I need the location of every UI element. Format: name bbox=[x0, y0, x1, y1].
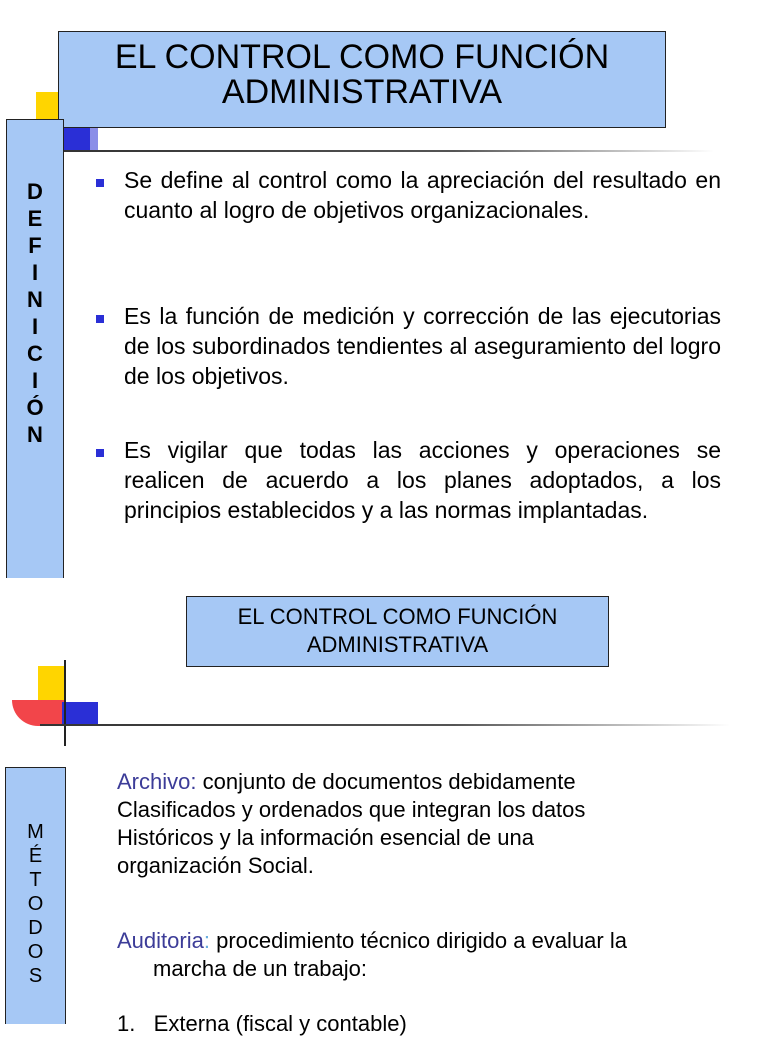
decor-yellow-square bbox=[38, 666, 66, 700]
definicion-letters bbox=[7, 120, 63, 448]
metodos-letter: D bbox=[28, 917, 43, 939]
auditoria-list-item-1: 1. Externa (fiscal y contable) bbox=[117, 1011, 407, 1036]
definicion-letter: I bbox=[31, 260, 39, 285]
metodos-sidebar bbox=[5, 767, 66, 1024]
definicion-letter: N bbox=[27, 287, 43, 312]
archivo-line-3: Históricos y la información esencial de una bbox=[117, 825, 534, 850]
definicion-letter: C bbox=[27, 341, 43, 366]
metodos-letter: M bbox=[27, 821, 44, 843]
auditoria-paragraph bbox=[117, 927, 742, 983]
slide2-divider bbox=[40, 724, 730, 726]
definicion-sidebar bbox=[6, 119, 64, 578]
metodos-letter: T bbox=[29, 869, 42, 891]
definicion-bullet-3: Es vigilar que todas las acciones y operaciones se realicen de acuerdo a los planes adoptados, a los principios establecidos y a las normas implantadas. bbox=[124, 437, 721, 523]
metodos-letter: O bbox=[27, 941, 44, 963]
archivo-line-4: organización Social. bbox=[117, 853, 314, 878]
auditoria-line-2: marcha de un trabajo: bbox=[153, 956, 368, 981]
auditoria-text-1: procedimiento técnico dirigido a evaluar la bbox=[209, 928, 627, 953]
slide1-title-line2: ADMINISTRATIVA bbox=[221, 73, 503, 111]
metodos-letter: O bbox=[27, 893, 44, 915]
auditoria-line-1 bbox=[117, 927, 742, 955]
definicion-letter: I bbox=[31, 368, 39, 393]
archivo-term: Archivo: bbox=[117, 769, 197, 794]
definicion-letter: D bbox=[27, 179, 43, 204]
archivo-paragraph bbox=[117, 768, 737, 880]
slide1-title bbox=[58, 31, 666, 128]
definicion-letter: I bbox=[31, 314, 39, 339]
definicion-letter: N bbox=[27, 422, 43, 447]
archivo-text-1: conjunto de documentos debidamente bbox=[196, 769, 576, 794]
auditoria-colon: : bbox=[203, 928, 210, 953]
slide2-title-line2: ADMINISTRATIVA bbox=[306, 632, 489, 657]
metodos-letter: S bbox=[28, 965, 43, 987]
slide2-title-line1: EL CONTROL COMO FUNCIÓN bbox=[237, 604, 558, 629]
metodos-letter: É bbox=[28, 845, 43, 867]
archivo-line-1 bbox=[117, 768, 737, 796]
slide1-divider bbox=[64, 150, 714, 152]
slide2-title bbox=[186, 596, 609, 667]
definicion-letter: Ó bbox=[26, 395, 44, 420]
definicion-bullet-2: Es la función de medición y corrección de las ejecutorias de los subordinados tendientes al aseguramiento del logro de los objetivos. bbox=[124, 303, 721, 389]
definicion-bullet-1: Se define al control como la apreciación del resultado en cuanto al logro de objetivos organizacionales. bbox=[124, 167, 721, 223]
definicion-letter: F bbox=[28, 233, 42, 258]
decor-blue-square bbox=[62, 702, 98, 724]
decor-vertical-line bbox=[64, 660, 66, 746]
slide1-title-line1: EL CONTROL COMO FUNCIÓN bbox=[114, 38, 610, 76]
archivo-line-2: Clasificados y ordenados que integran los datos bbox=[117, 797, 586, 822]
decor-blue-square bbox=[62, 128, 92, 152]
metodos-letters bbox=[6, 768, 65, 988]
definicion-letter: E bbox=[27, 206, 43, 231]
decor-red-square bbox=[12, 700, 64, 726]
decor-blue-square-light bbox=[90, 128, 98, 152]
auditoria-term: Auditoria bbox=[117, 928, 204, 953]
